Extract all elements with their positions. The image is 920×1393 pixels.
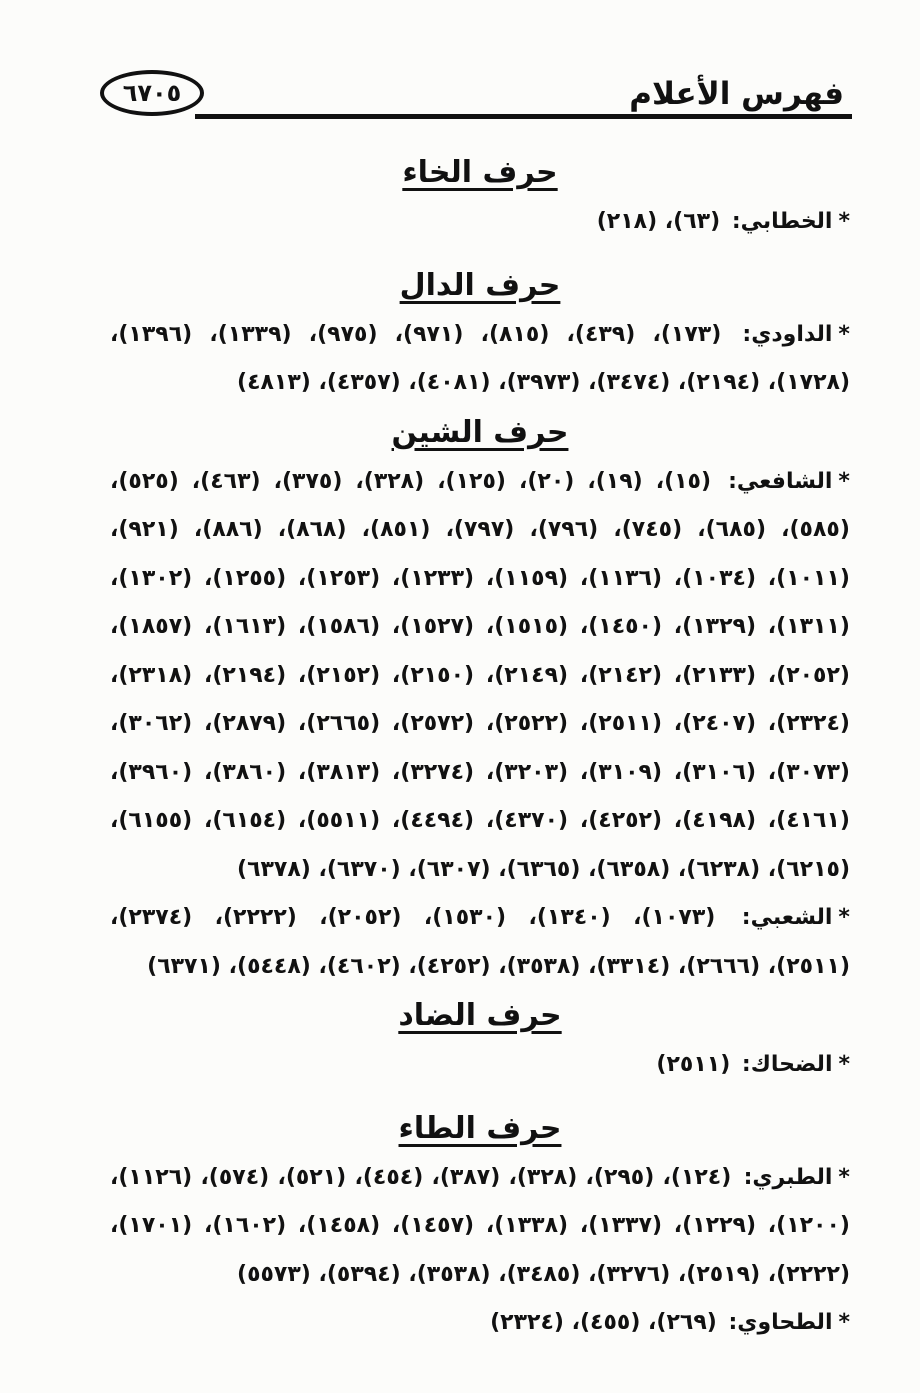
entry-name: الداودي: [742, 321, 833, 347]
index-entry [110, 1299, 850, 1348]
bullet-icon: * [838, 905, 850, 930]
entry-name: الطحاوي: [728, 1310, 833, 1335]
section-heading-taa: حرف الطاء [398, 1110, 562, 1146]
entry-name: الطبري: [743, 1164, 833, 1190]
index-entry [110, 894, 850, 991]
bullet-icon: * [838, 1164, 850, 1190]
entry-refs: (١٢٤)، (٢٩٥)، (٣٢٨)، (٣٨٧)، (٤٥٤)، (٥٢١)، (٥٧٤)، (١١٢٦)، (١٢٠٠)، (١٢٢٩)، (١٣٣٧)، (١٣٣٨)، (١٤٥٧)، (١٤٥٨)، (١٦٠٢)، (١٧٠١)، (٢٢٢٢)، (٢٥١٩)، (٣٢٧٦)، (٣٤٨٥)، (٣٥٣٨)، (٥٣٩٤)، (٥٥٧٣) [110, 1164, 850, 1287]
entry-refs: (٦٣)، (٢١٨) [596, 209, 721, 234]
page-number: ٦٧٠٥ [100, 70, 204, 116]
entry-refs: (١٠٧٣)، (١٣٤٠)، (١٥٣٠)، (٢٠٥٢)، (٢٢٢٢)، (٢٣٧٤)، (٢٥١١)، (٢٦٦٦)، (٣٣١٤)، (٣٥٣٨)، (٤٢٥٢)، (٤٦٠٢)، (٥٤٤٨)، (٦٣٧١) [110, 905, 850, 979]
header-rule [195, 114, 852, 119]
entry-refs: (٢٦٩)، (٤٥٥)، (٢٣٢٤) [490, 1310, 717, 1335]
index-entry [110, 1154, 850, 1300]
section-heading-khaa: حرف الخاء [402, 155, 558, 190]
index-entry [110, 1041, 850, 1090]
section-heading-dad: حرف الضاد [398, 998, 562, 1033]
running-title: فهرس الأعلام [629, 76, 844, 112]
index-content [110, 148, 850, 1348]
index-entry [110, 311, 850, 408]
entry-refs: (٢٥١١) [656, 1052, 731, 1077]
bullet-icon: * [838, 321, 850, 347]
index-entry [110, 458, 850, 895]
index-entry [110, 198, 850, 247]
entry-name: الضحاك: [741, 1052, 833, 1077]
bullet-icon: * [838, 1052, 850, 1077]
bullet-icon: * [838, 1310, 850, 1335]
entry-refs: (١٥)، (١٩)، (٢٠)، (١٢٥)، (٣٢٨)، (٣٧٥)، (٤٦٣)، (٥٢٥)، (٥٨٥)، (٦٨٥)، (٧٤٥)، (٧٩٦)، (٧٩٧)، (٨٥١)، (٨٦٨)، (٨٨٦)، (٩٢١)، (١٠١١)، (١٠٣٤)، (١١٣٦)، (١١٥٩)، (١٢٣٣)، (١٢٥٣)، (١٢٥٥)، (١٣٠٢)، (١٣١١)، (١٣٢٩)، (١٤٥٠)، (١٥١٥)، (١٥٢٧)، (١٥٨٦)، (١٦١٣)، (١٨٥٧)، (٢٠٥٢)، (٢١٣٣)، (٢١٤٢)، (٢١٤٩)، (٢١٥٠)، (٢١٥٢)، (٢١٩٤)، (٢٣١٨)، (٢٣٢٤)، (٢٤٠٧)، (٢٥١١)، (٢٥٢٢)، (٢٥٧٢)، (٢٦٦٥)، (٢٨٧٩)، (٣٠٦٢)، (٣٠٧٣)، (٣١٠٦)، (٣١٠٩)، (٣٢٠٣)، (٣٢٧٤)، (٣٨١٣)، (٣٨٦٠)، (٣٩٦٠)، (٤١٦١)، (٤١٩٨)، (٤٢٥٢)، (٤٣٧٠)، (٤٤٩٤)، (٥٥١١)، (٦١٥٤)، (٦١٥٥)، (٦٢١٥)، (٦٢٣٨)، (٦٣٥٨)، (٦٣٦٥)، (٦٣٠٧)، (٦٣٧٠)، (٦٣٧٨) [110, 468, 850, 882]
entry-name: الشعبي: [741, 905, 833, 930]
bullet-icon: * [838, 209, 850, 234]
entry-name: الخطابي: [731, 209, 833, 234]
entry-refs: (١٧٣)، (٤٣٩)، (٨١٥)، (٩٧١)، (٩٧٥)، (١٣٣٩)، (١٣٩٦)، (١٧٢٨)، (٢١٩٤)، (٣٤٧٤)، (٣٩٧٣)، (٤٠٨١)، (٤٣٥٧)، (٤٨١٣) [110, 321, 850, 395]
bullet-icon: * [838, 468, 850, 494]
section-heading-dal: حرف الدال [399, 267, 561, 303]
entry-name: الشافعي: [728, 468, 833, 494]
section-heading-sheen: حرف الشين [391, 414, 569, 450]
page-header [100, 66, 852, 126]
